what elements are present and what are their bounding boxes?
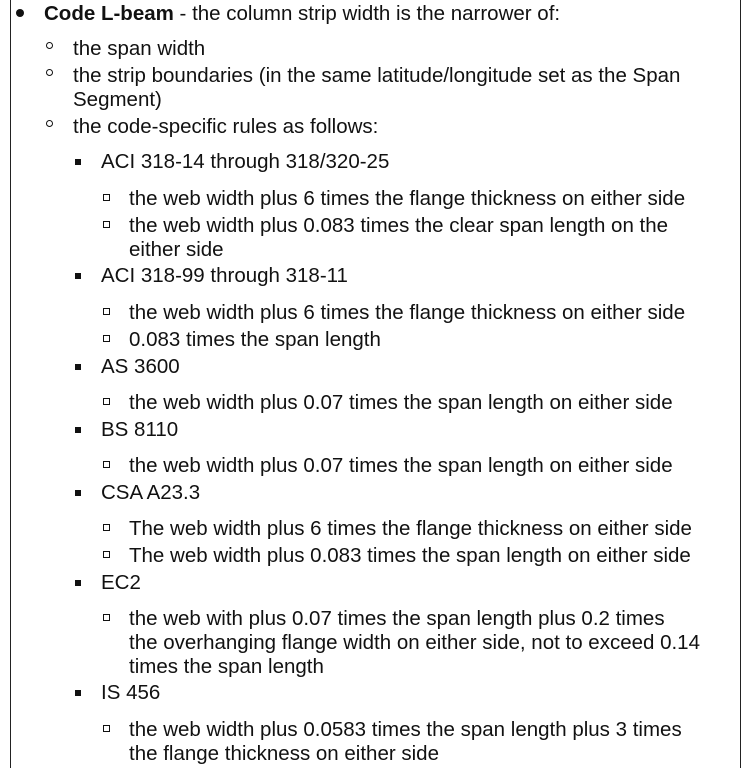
intro-line xyxy=(44,2,560,26)
hollow-square-bullet-icon xyxy=(103,725,110,732)
square-bullet-icon xyxy=(75,690,81,696)
rule-text: The web width plus 0.083 times the span length on either side xyxy=(129,544,691,567)
code-label-as-3600: AS 3600 xyxy=(101,355,180,378)
hollow-square-bullet-icon xyxy=(103,335,110,342)
code-label-ec2: EC2 xyxy=(101,571,141,594)
option-code-rules: the code-specific rules as follows: xyxy=(73,115,379,138)
option-strip-boundaries-cont: Segment) xyxy=(73,88,162,111)
hollow-square-bullet-icon xyxy=(103,308,110,315)
square-bullet-icon xyxy=(75,273,81,279)
code-label-bs-8110: BS 8110 xyxy=(101,418,179,441)
hollow-square-bullet-icon xyxy=(103,221,110,228)
hollow-square-bullet-icon xyxy=(103,614,110,621)
circle-bullet-icon xyxy=(46,42,53,49)
option-strip-boundaries: the strip boundaries (in the same latitude/longitude set as the Span xyxy=(73,64,681,87)
intro-term: Code L-beam xyxy=(44,2,174,25)
rule-text-cont: the flange thickness on either side xyxy=(129,742,439,765)
code-label-csa-a23-3: CSA A23.3 xyxy=(101,481,201,504)
rule-text: the web width plus 6 times the flange thickness on either side xyxy=(129,187,686,210)
code-label-is-456: IS 456 xyxy=(101,681,161,704)
code-label-aci-318-99: ACI 318-99 through 318-11 xyxy=(101,264,348,287)
option-span-width: the span width xyxy=(73,37,206,60)
square-bullet-icon xyxy=(75,159,81,165)
code-label-aci-318-14: ACI 318-14 through 318/320-25 xyxy=(101,150,390,173)
rule-text: the web width plus 0.07 times the span length on either side xyxy=(129,391,673,414)
intro-text: - the column strip width is the narrower of: xyxy=(173,2,561,25)
square-bullet-icon xyxy=(75,580,81,586)
rule-text: the web with plus 0.07 times the span length plus 0.2 times xyxy=(129,607,665,630)
square-bullet-icon xyxy=(75,364,81,370)
rule-text-cont: times the span length xyxy=(129,655,324,678)
rule-text: the web width plus 0.0583 times the span length plus 3 times xyxy=(129,718,682,741)
circle-bullet-icon xyxy=(46,69,53,76)
hollow-square-bullet-icon xyxy=(103,461,110,468)
rule-text-cont: the overhanging flange width on either side, not to exceed 0.14 xyxy=(129,631,700,654)
hollow-square-bullet-icon xyxy=(103,398,110,405)
circle-bullet-icon xyxy=(46,120,53,127)
square-bullet-icon xyxy=(75,490,81,496)
rule-text: 0.083 times the span length xyxy=(129,328,381,351)
rule-text: the web width plus 0.07 times the span length on either side xyxy=(129,454,673,477)
rule-text-cont: either side xyxy=(129,238,224,261)
hollow-square-bullet-icon xyxy=(103,524,110,531)
square-bullet-icon xyxy=(75,427,81,433)
rule-text: The web width plus 6 times the flange thickness on either side xyxy=(129,517,692,540)
hollow-square-bullet-icon xyxy=(103,194,110,201)
hollow-square-bullet-icon xyxy=(103,551,110,558)
rule-text: the web width plus 6 times the flange thickness on either side xyxy=(129,301,686,324)
bullet-icon xyxy=(16,9,24,17)
rule-text: the web width plus 0.083 times the clear span length on the xyxy=(129,214,669,237)
